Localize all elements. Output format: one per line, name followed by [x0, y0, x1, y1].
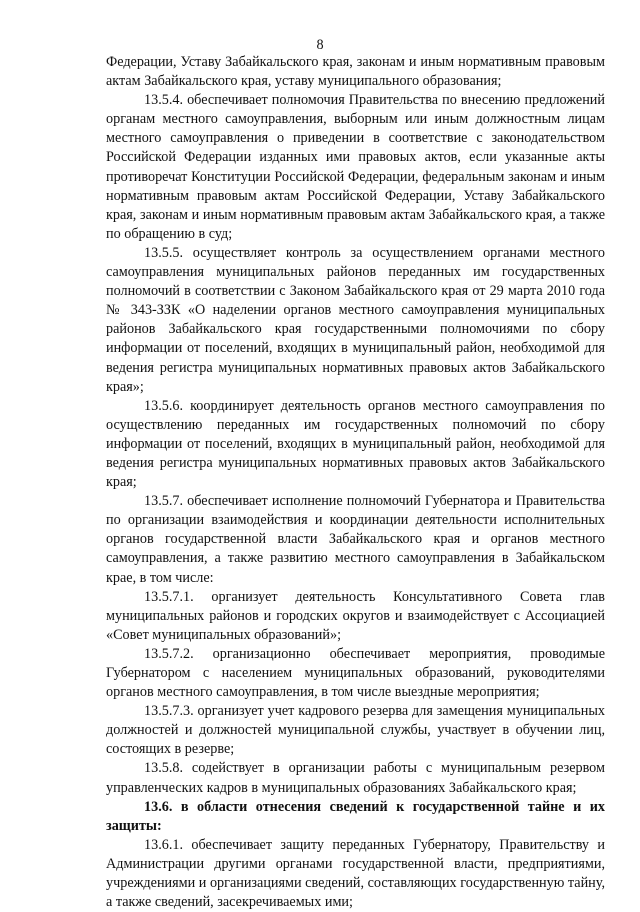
section-heading-13-6: 13.6. в области отнесения сведений к государственной тайне и их защиты: [106, 798, 605, 834]
paragraph-13-5-4: 13.5.4. обеспечивает полномочия Правительства по внесению предложений органам местного самоуправления, выборным или иным должностным лицам местного самоуправления о приведении в соответствие с законодательством Российской Федерации изданных ими правовых актов, если указанные акты противоречат Конституции Российской Федерации, федеральным законам и иным нормативным правовым актам Российской Федерации, Уставу Забайкальского края, законам и иным нормативным правовым актам Забайкальского края, а также по обращению в суд; [106, 92, 605, 242]
paragraph-13-6-1: 13.6.1. обеспечивает защиту переданных Губернатору, Правительству и Администрации другими органами государственной власти, предприятиями, учреждениями и организациями сведений, составляющих государственную тайну, а также сведений, засекречиваемых ими; [106, 836, 605, 911]
paragraph-continuation: Федерации, Уставу Забайкальского края, законам и иным нормативным правовым актам Забайкальского края, уставу муниципального образования; [106, 54, 605, 90]
paragraph-13-5-8: 13.5.8. содействует в организации работы с муниципальным резервом управленческих кадров в муниципальных образованиях Забайкальского края; [106, 760, 605, 796]
paragraph-13-5-7-2: 13.5.7.2. организационно обеспечивает мероприятия, проводимые Губернатором с населением муниципальных образований, руководителями органов местного самоуправления, в том числе выездные мероприятия; [106, 645, 605, 701]
paragraph-13-5-7-3: 13.5.7.3. организует учет кадрового резерва для замещения муниципальных должностей и должностей муниципальной службы, участвует в обучении лиц, состоящих в резерве; [106, 703, 605, 758]
paragraph-13-5-5: 13.5.5. осуществляет контроль за осуществлением органами местного самоуправления муниципальных районов переданных им государственных полномочий в соответствии с Законом Забайкальского края от 29 марта 2010 года № 343-ЗЗК «О наделении органов местного самоуправления муниципальных районов Забайкальского края государственными полномочиями по сбору информации от поселений, входящих в муниципальный район, необходимой для ведения регистра муниципальных нормативных правовых актов Забайкальского края»; [106, 244, 605, 395]
paragraph-13-5-7: 13.5.7. обеспечивает исполнение полномочий Губернатора и Правительства по организации взаимодействия и координации деятельности исполнительных органов государственной власти Забайкальского края и органов местного самоуправления, а также развитию местного самоуправления в Забайкальском крае, в том числе: [106, 493, 605, 586]
paragraph-13-5-7-1: 13.5.7.1. организует деятельность Консультативного Совета глав муниципальных районов и городских округов и взаимодействует с Ассоциацией «Совет муниципальных образований»; [106, 588, 605, 643]
page-number: 8 [316, 37, 324, 53]
paragraph-13-5-6: 13.5.6. координирует деятельность органов местного самоуправления по осуществлению переданных им государственных полномочий по сбору информации от поселений, входящих в муниципальный район, необходимой для ведения регистра муниципальных нормативных правовых актов Забайкальского края; [106, 397, 605, 491]
document-body [106, 53, 605, 912]
